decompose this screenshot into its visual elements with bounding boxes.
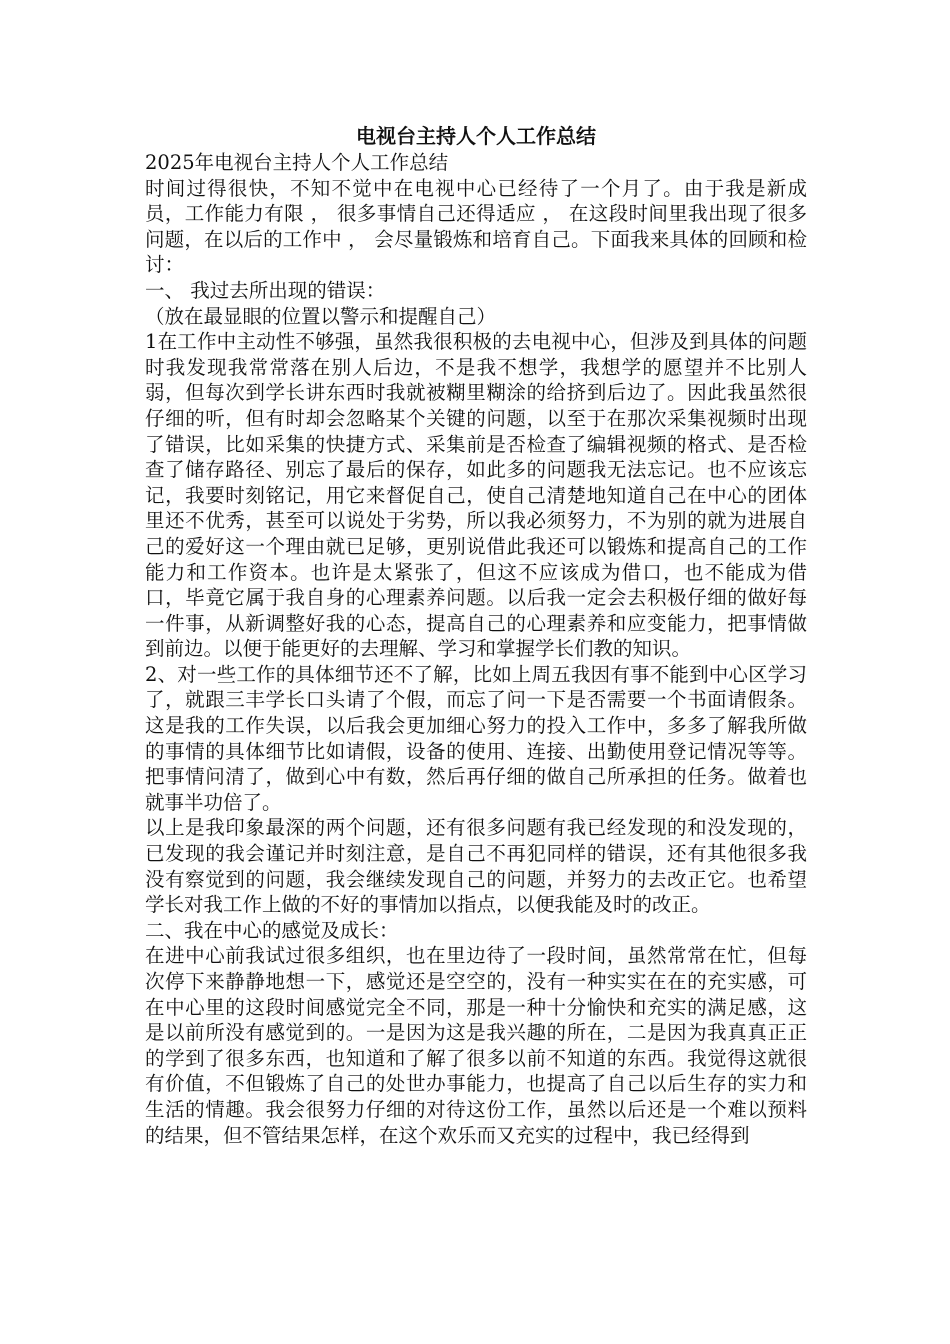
document-page [145,122,807,1148]
mistake-paragraph-2: 2、对一些工作的具体细节还不了解，比如上周五我因有事不能到中心区学习了，就跟三丰学长口头请了个假，而忘了问一下是否需要一个书面请假条。这是我的工作失误，以后我会更加细心努力的投入工作中，多多了解我所做的事情的具体细节比如请假，设备的使用、连接、出勤使用登记情况等等。把事情问清了，做到心中有数，然后再仔细的做自己所承担的任务。做着也就事半功倍了。 [145,662,807,814]
intro-paragraph: 时间过得很快，不知不觉中在电视中心已经待了一个月了。由于我是新成员，工作能力有限 ， 很多事情自己还得适应 ， 在这段时间里我出现了很多问题，在以后的工作中 ， 会尽量锻炼和培育自己。下面我来具体的回顾和检讨： [145,176,807,277]
document-title: 电视台主持人个人工作总结 [356,124,596,148]
section-heading-mistakes: 一、 我过去所出现的错误： [145,278,386,302]
growth-paragraph: 在进中心前我试过很多组织，也在里边待了一段时间，虽然常常在忙，但每次停下来静静地想一下，感觉还是空空的，没有一种实实在在的充实感，可在中心里的这段时间感觉完全不同，那是一种十分愉快和充实的满足感，这是以前所没有感觉到的。一是因为这是我兴趣的所在，二是因为我真真正正的学到了很多东西，也知道和了解了很多以前不知道的东西。我觉得这就很有价值，不但锻炼了自己的处世办事能力，也提高了自己以后生存的实力和生活的情趣。我会很努力仔细的对待这份工作，虽然以后还是一个难以预料的结果，但不管结果怎样，在这个欢乐而又充实的过程中，我已经得到 [145,944,807,1147]
summary-paragraph: 以上是我印象最深的两个问题，还有很多问题有我已经发现的和没发现的，已发现的我会谨记并时刻注意，是自己不再犯同样的错误，还有其他很多我没有察觉到的问题，我会继续发现自己的问题，并努力的去改正它。也希望学长对我工作上做的不好的事情加以指点，以便我能及时的改正。 [145,816,807,917]
mistake-paragraph-1: 1在工作中主动性不够强，虽然我很积极的去电视中心，但涉及到具体的问题时我发现我常常落在别人后边，不是我不想学，我想学的愿望并不比别人弱，但每次到学长讲东西时我就被糊里糊涂的给挤到后边了。因此我虽然很仔细的听，但有时却会忽略某个关键的问题，以至于在那次采集视频时出现了错误，比如采集的快捷方式、采集前是否检查了编辑视频的格式、是否检查了储存路径、别忘了最后的保存，如此多的问题我无法忘记。也不应该忘记，我要时刻铭记，用它来督促自己，使自己清楚地知道自己在中心的团体里还不优秀，甚至可以说处于劣势，所以我必须努力，不为别的就为进展自己的爱好这一个理由就已足够，更别说借此我还可以锻炼和提高自己的工作能力和工作资本。也许是太紧张了，但这不应该成为借口，也不能成为借口，毕竟它属于我自身的心理素养问题。以后我一定会去积极仔细的做好每一件事，从新调整好我的心态，提高自己的心理素养和应变能力，把事情做到前边。以便于能更好的去理解、学习和掌握学长们教的知识。 [145,330,807,661]
section-note: （放在最显眼的位置以警示和提醒自己） [145,304,497,328]
section-heading-growth: 二、我在中心的感觉及成长： [145,918,399,942]
subtitle-line: 2025年电视台主持人个人工作总结 [145,151,449,174]
